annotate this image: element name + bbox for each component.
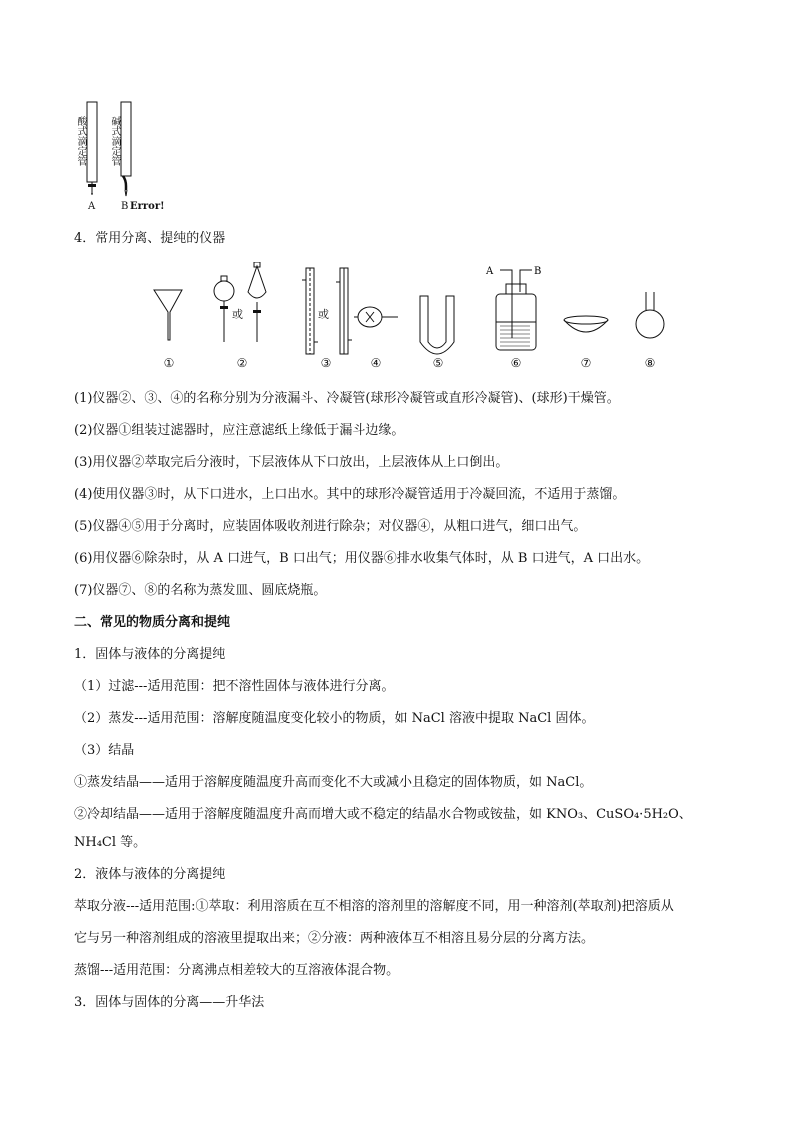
list-item: （3）结晶	[74, 743, 135, 758]
apparatus-number: ⑥	[510, 356, 522, 370]
u-tube-icon	[420, 296, 454, 354]
apparatus-or-1: 或	[232, 308, 243, 321]
list-item: (7)仪器⑦、⑧的名称为蒸发皿、圆底烧瓶。	[74, 583, 327, 598]
apparatus-number: ③	[320, 356, 332, 370]
acid-burette-label: 酸式滴定管	[75, 116, 86, 166]
burette-figure	[74, 96, 184, 218]
apparatus-or-2: 或	[318, 308, 329, 321]
funnel-icon	[154, 290, 182, 340]
list-item: NH₄Cl 等。	[74, 835, 147, 850]
list-item: ①蒸发结晶——适用于溶解度随温度升高而变化不大或减小且稳定的固体物质，如 NaCl。	[74, 775, 593, 790]
burette-error-text: Error!	[130, 201, 165, 212]
part2-heading: 二、常见的物质分离和提纯	[74, 615, 231, 630]
apparatus-number: ⑤	[432, 356, 444, 370]
list-item: 萃取分液---适用范围:①萃取：利用溶质在互不相溶的溶剂里的溶解度不同，用一种溶剂(萃取剂)把溶质从	[74, 899, 674, 914]
list-item: 它与另一种溶剂组成的溶液里提取出来；②分液：两种液体互不相溶且易分层的分离方法。	[74, 931, 595, 946]
list-item: （1）过滤---适用范围：把不溶性固体与液体进行分离。	[74, 679, 395, 694]
gas-washing-bottle-icon	[485, 266, 541, 350]
burette-drawing	[74, 96, 184, 218]
list-item: (6)用仪器⑥除杂时，从 A 口进气，B 口出气；用仪器⑥排水收集气体时，从 B 口进气，A 口出水。	[74, 551, 650, 566]
subheading: 2．液体与液体的分离提纯	[74, 867, 226, 882]
drying-tube-icon	[354, 307, 398, 327]
apparatus-number: ④	[370, 356, 382, 370]
list-item: (4)使用仪器③时，从下口进水，上口出水。其中的球形冷凝管适用于冷凝回流，不适用于蒸馏。	[74, 487, 626, 502]
list-item: (5)仪器④⑤用于分离时，应装固体吸收剂进行除杂；对仪器④，从粗口进气，细口出气。	[74, 519, 587, 534]
list-item: 蒸馏---适用范围：分离沸点相差较大的互溶液体混合物。	[74, 963, 400, 978]
section4-heading: 4．常用分离、提纯的仪器	[74, 231, 226, 246]
list-item: (2)仪器①组装过滤器时，应注意滤纸上缘低于漏斗边缘。	[74, 423, 405, 438]
list-item: ②冷却结晶——适用于溶解度随温度升高而增大或不稳定的结晶水合物或铵盐，如 KNO₃、CuSO₄·5H₂O、	[74, 807, 692, 822]
svg-text:B: B	[534, 266, 542, 277]
subheading: 3．固体与固体的分离——升华法	[74, 995, 265, 1010]
burette-label-b: B	[121, 201, 129, 212]
subheading: 1．固体与液体的分离提纯	[74, 647, 226, 662]
apparatus-figure	[140, 262, 680, 374]
apparatus-drawing	[140, 262, 680, 374]
burette-label-a: A	[88, 201, 96, 212]
apparatus-number: ②	[236, 356, 248, 370]
apparatus-number: ①	[163, 356, 175, 370]
svg-text:A: A	[486, 266, 494, 277]
round-bottom-flask-icon	[636, 292, 664, 338]
list-item: (1)仪器②、③、④的名称分别为分液漏斗、冷凝管(球形冷凝管或直形冷凝管)、(球形)干燥管。	[74, 391, 620, 406]
evaporating-dish-icon	[564, 316, 608, 332]
list-item: （2）蒸发---适用范围：溶解度随温度变化较小的物质，如 NaCl 溶液中提取 NaCl 固体。	[74, 711, 595, 726]
separatory-funnel-icon	[214, 262, 266, 342]
apparatus-number: ⑧	[644, 356, 656, 370]
base-burette-label: 碱式滴定管	[109, 116, 120, 166]
list-item: (3)用仪器②萃取完后分液时，下层液体从下口放出，上层液体从上口倒出。	[74, 455, 509, 470]
apparatus-number: ⑦	[580, 356, 592, 370]
